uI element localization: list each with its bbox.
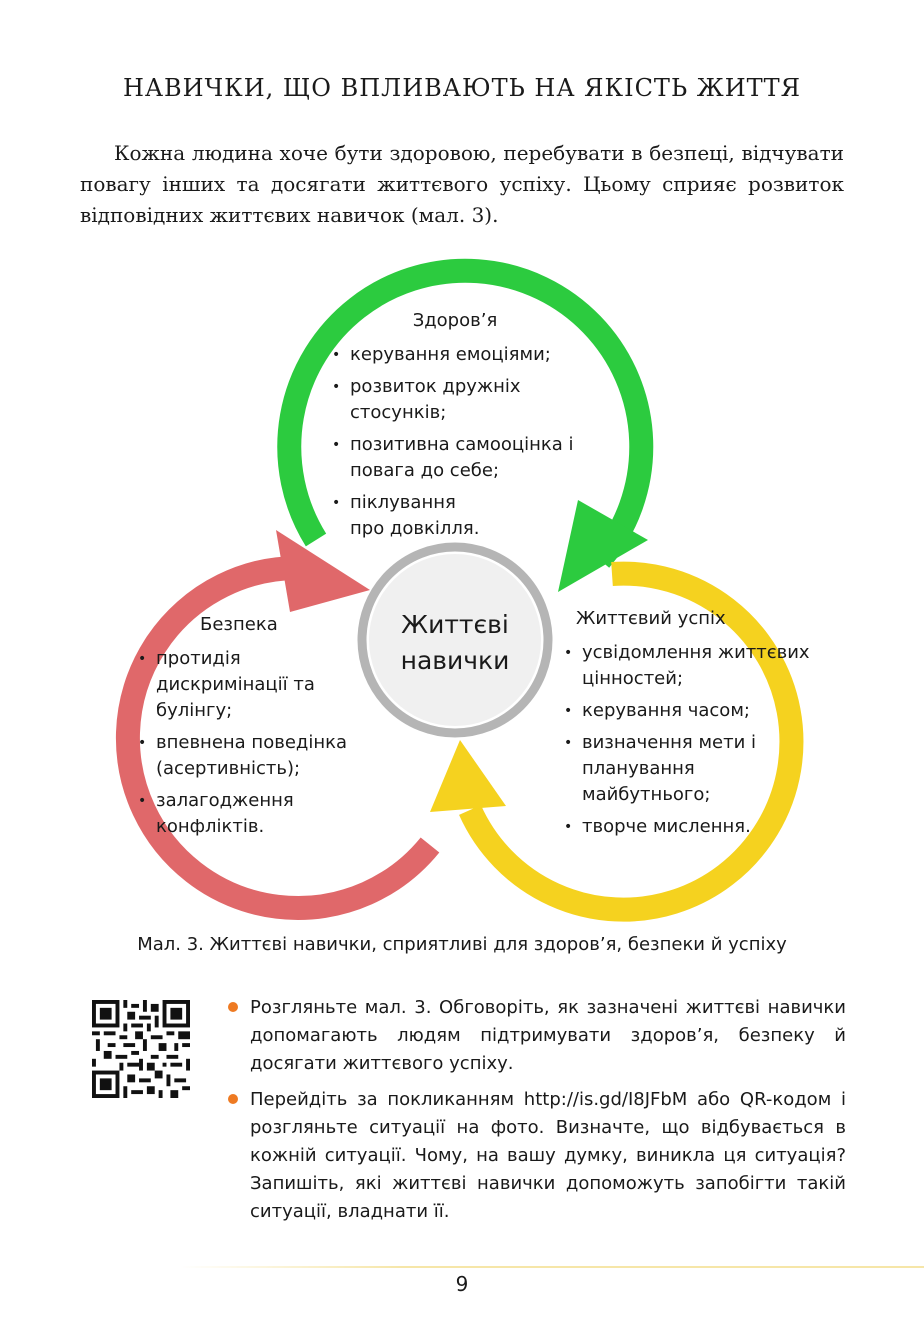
- intro-paragraph: Кожна людина хоче бути здоровою, перебувати в безпеці, відчувати повагу інших та досягати життєвого успіху. Цьому сприяє розвиток відповідних життєвих навичок (мал. 3).: [80, 141, 844, 227]
- safety-item: • протидія дискримінації та булінгу;: [136, 646, 316, 724]
- task-list: [228, 994, 846, 1234]
- success-item: • усвідомлення життєвих цінностей;: [562, 640, 822, 692]
- safety-block: [136, 612, 386, 846]
- health-item: • піклування про довкілля.: [330, 490, 480, 542]
- health-item: • керування емоціями;: [330, 342, 620, 368]
- task-item: Розгляньте мал. 3. Обговоріть, як зазначені життєві навички допомагають людям підтримувати здоров’я, безпеку й досягати життєвого успіху.: [228, 994, 846, 1078]
- task-item: Перейдіть за покликанням http://is.gd/I8JFbM або QR-кодом і розгляньте ситуації на фото. Визначте, що відбувається в кожній ситуації. Чому, на вашу думку, виникла ця ситуація? Запишіть, які життєві навички допоможуть запобігти такій ситуації, владнати її.: [228, 1086, 846, 1226]
- health-item: • розвиток дружніх стосунків;: [330, 374, 540, 426]
- success-item: • керування часом;: [562, 698, 822, 724]
- figure-caption: Мал. 3. Життєві навички, сприятливі для здоров’я, безпеки й успіху: [137, 934, 787, 955]
- footer-divider: [180, 1266, 924, 1268]
- success-item: • творче мислення.: [562, 814, 822, 840]
- bullet-icon: [228, 1002, 238, 1012]
- health-title: Здоров’я: [412, 310, 498, 331]
- success-arrowhead: [430, 740, 506, 812]
- bullet-icon: [228, 1094, 238, 1104]
- safety-title: Безпека: [200, 614, 278, 635]
- success-title: Життєвий успіх: [576, 608, 726, 629]
- success-item: • визначення мети і планування майбутнього;: [562, 730, 782, 808]
- health-block: [330, 308, 620, 548]
- health-item: • позитивна самооцінка і повага до себе;: [330, 432, 600, 484]
- safety-item: • впевнена поведінка (асертивність);: [136, 730, 386, 782]
- qr-code-icon[interactable]: [92, 1000, 190, 1098]
- success-block: [562, 606, 822, 846]
- center-label: Життєві навички: [400, 610, 510, 675]
- safety-item: • залагодження конфліктів.: [136, 788, 326, 840]
- page-title: НАВИЧКИ, ЩО ВПЛИВАЮТЬ НА ЯКІСТЬ ЖИТТЯ: [122, 74, 802, 102]
- page-number: 9: [455, 1272, 469, 1296]
